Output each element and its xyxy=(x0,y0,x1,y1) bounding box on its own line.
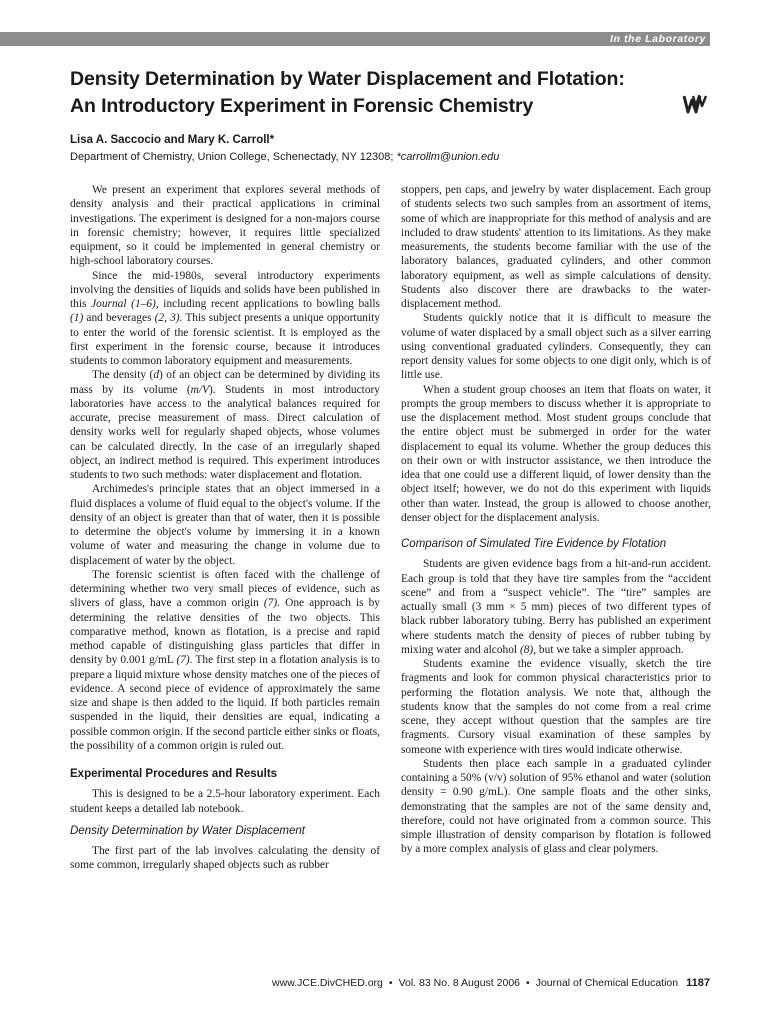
journal-name: Journal (1–6), xyxy=(91,298,159,310)
text-run: and beverages xyxy=(83,312,155,325)
left-column xyxy=(70,183,380,873)
paragraph: Archimedes's principle states that an object immersed in a fluid displaces a volume of fluid equal to the object's volume. If the density of an object is greater than that of water, then it is possible to determine the object's volume by immersing it in a known volume of water and measuring the change in volume due to displacement of water by the object. xyxy=(70,483,380,567)
text-run: One approach is by determining the relative densities of the two objects. This comparative method, known as flotation, is a precise and rapid method capable of distinguishing glass particles that differ in density by 0.001 g/mL xyxy=(70,597,380,667)
subsection-heading: Comparison of Simulated Tire Evidence by Flotation xyxy=(401,538,667,550)
reference-link[interactable]: (1) xyxy=(70,312,84,325)
article-title-line1: Density Determination by Water Displacement and Flotation: xyxy=(70,68,625,90)
authors: Lisa A. Saccocio and Mary K. Carroll* xyxy=(70,134,275,146)
paragraph: stoppers, pen caps, and jewelry by water displacement. Each group of students selects two such samples from an assortment of items, some of which are inappropriate for this method of analysis and are included to draw students' attention to its limitations. As they make measurements, the students become familiar with the use of the laboratory balances, graduated cylinders, and other common laboratory equipment, as well as simple calculations of density. Students also discover there are drawbacks to the water-displacement method. xyxy=(401,184,711,310)
text-run: The forensic scientist is often faced with the challenge of determining whether two very small pieces of evidence, such as slivers of glass, have a common origin xyxy=(70,568,380,610)
web-supplement-icon xyxy=(683,94,709,116)
reference-link[interactable]: (2, 3). xyxy=(154,312,183,325)
page-number: 1187 xyxy=(686,977,710,989)
paragraph: Students examine the evidence visually, sketch the tire fragments and look for common physical characteristics prior to performing the flotation analysis. We note that, although the students know that the samples do not come from a real crime scene, they accept without question that the samples are tire fragments. Cursory visual examination of these samples by someone with experience with tires would indicate otherwise. xyxy=(401,658,711,756)
page-footer xyxy=(272,977,710,989)
text-run: including recent applications to bowling balls xyxy=(158,298,380,310)
paragraph: When a student group chooses an item that floats on water, it prompts the group members to discuss whether it is appropriate to use the displacement method. Most student groups conclude that the entire object must be submerged in order for the water displacement to equal its volume. Whether the group deduces this on their own or with instructor assistance, we then introduce the idea that one could use a different liquid, of lower density than the object itself; however, we do not do this experiment with liquids other than water. Instead, the group is allowed to choose another, denser object for the displacement analysis. xyxy=(401,383,711,524)
variable-d: d xyxy=(153,369,160,382)
paragraph xyxy=(70,568,380,753)
variable-m-over-v: m/V xyxy=(190,383,210,396)
paragraph xyxy=(401,557,711,657)
section-heading: Experimental Procedures and Results xyxy=(70,768,278,780)
journal-name-footer: Journal of Chemical Education xyxy=(535,977,679,989)
section-label: In the Laboratory xyxy=(610,33,706,45)
right-column xyxy=(401,183,711,857)
reference-link[interactable]: (7). xyxy=(263,597,281,610)
paragraph xyxy=(70,368,380,482)
affiliation xyxy=(70,151,499,163)
reference-link[interactable]: (8), xyxy=(519,643,537,656)
text-run: The first step in a flotation analysis is to prepare a liquid mixture whose density matches one of the pieces of evidence. A second piece of evidence of approximately the same size and shape is then added to the liquid. If both particles remain suspended in the liquid, their densities are equal, indicating a possible common origin. If the second particle either sinks or floats, the possibility of a common origin is ruled out. xyxy=(70,654,381,752)
paragraph: We present an experiment that explores several methods of density analysis and their practical applications in criminal investigations. The experiment is designed for a non-majors course in forensic chemistry; however, it requires little specialized equipment, so it could be implemented in general chemistry or high-school laboratory courses. xyxy=(70,184,380,268)
paragraph: This is designed to be a 2.5-hour laboratory experiment. Each student keeps a detailed lab notebook. xyxy=(70,788,380,815)
journal-website[interactable]: www.JCE.DivCHED.org xyxy=(272,977,383,989)
text-run: The density ( xyxy=(92,369,154,382)
paragraph xyxy=(70,269,380,369)
subsection-heading: Density Determination by Water Displacement xyxy=(70,824,305,837)
text-run: ). Students in most introductory laboratories have access to the analytical balances required for accurate, precise measurement of mass. Direct calculation of density works well for regularly shaped objects, whose volumes can be calculated directly. In the case of an irregularly shaped object, an indirect method is required. This experiment introduces students to two such methods: water displacement and flotation. xyxy=(70,383,380,481)
text-run: Students are given evidence bags from a hit-and-run accident. Each group is told that they have tire samples from the “accident scene” and from a “suspect vehicle”. The “tire” samples are actually small (3 mm × 5 mm) pieces of two different types of black rubber laboratory tubing. Berry has published an experiment where students match the density of pieces of rubber tubing by mixing water and alcohol xyxy=(401,558,711,656)
paragraph: The first part of the lab involves calculating the density of some common, irregularly shaped objects such as rubber xyxy=(70,845,380,872)
affiliation-text: Department of Chemistry, Union College, Schenectady, NY 12308; xyxy=(70,151,397,163)
paragraph: Students quickly notice that it is difficult to measure the volume of water displaced by a small object such as a silver earring using conventional graduated cylinders. Consequently, they can report density values for some objects to one digit only, which is of little use. xyxy=(401,312,711,382)
text-run: but we take a simpler approach. xyxy=(536,643,684,656)
text-run: This subject presents a unique opportunity to enter the world of the forensic scientist. It is employed as the first experiment in the forensic course, because it introduces students to common laboratory equipment and measurements. xyxy=(70,312,380,367)
article-title-line2: An Introductory Experiment in Forensic Chemistry xyxy=(70,95,534,117)
web-supplement-glyph xyxy=(683,94,709,114)
text-run: Since the mid-1980s, several introductory experiments involving the densities of liquids and solids have been published in this xyxy=(70,269,380,310)
footer-separator: • xyxy=(388,977,393,989)
article-title xyxy=(70,66,710,120)
reference-link[interactable]: (7). xyxy=(176,654,193,667)
volume-info: Vol. 83 No. 8 August 2006 xyxy=(398,977,521,989)
author-email[interactable]: *carrollm@union.edu xyxy=(396,151,500,163)
footer-separator: • xyxy=(526,977,530,989)
paragraph: Students then place each sample in a graduated cylinder containing a 50% (v/v) solution of 95% ethanol and water (solution density = 0.90 g/mL). One sample floats and the other sinks, demonstrating that the samples are not of the same density and, therefore, could not have originated from a common source. This simple illustration of density comparison by flotation is followed by a more complex analysis of glass and clear polymers. xyxy=(401,757,711,856)
text-run: ) of an object can be determined by dividing its mass by its volume ( xyxy=(70,369,380,396)
